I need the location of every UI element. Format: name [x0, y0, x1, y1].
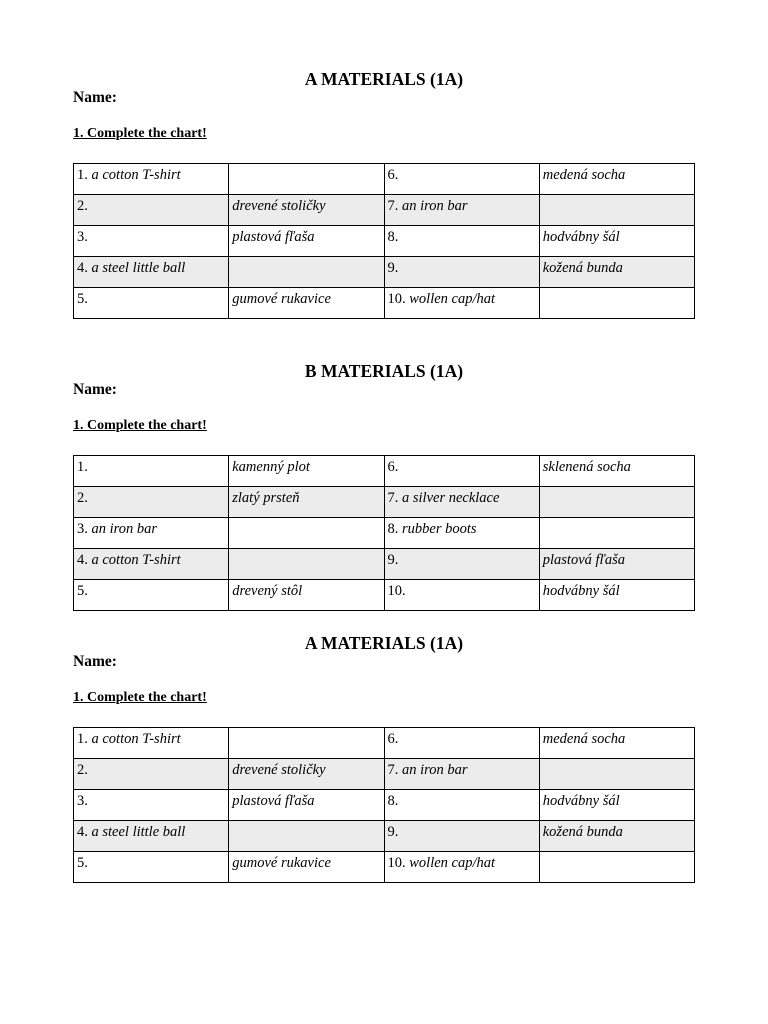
item-number: 7. — [387, 490, 399, 506]
item-number: 8. — [387, 793, 399, 809]
item-number: 5. — [77, 291, 88, 307]
slovak-cell[interactable] — [229, 580, 384, 611]
table-row — [74, 257, 695, 288]
slovak-cell[interactable] — [539, 759, 694, 790]
english-cell[interactable] — [384, 580, 539, 611]
english-cell[interactable] — [74, 257, 229, 288]
materials-chart — [73, 727, 695, 883]
english-cell[interactable] — [384, 759, 539, 790]
item-number: 8. — [387, 521, 399, 537]
english-cell[interactable] — [384, 790, 539, 821]
slovak-term: plastová fľaša — [232, 229, 315, 245]
task-heading: 1. Complete the chart! — [73, 126, 207, 141]
worksheet-title: A MATERIALS (1A) — [304, 633, 464, 653]
english-cell[interactable] — [384, 164, 539, 195]
materials-chart — [73, 163, 695, 319]
english-cell[interactable] — [74, 487, 229, 518]
item-number: 9. — [387, 260, 399, 276]
english-cell[interactable] — [74, 195, 229, 226]
slovak-cell[interactable] — [539, 456, 694, 487]
worksheet-title: A MATERIALS (1A) — [304, 69, 464, 89]
english-cell[interactable] — [74, 821, 229, 852]
slovak-cell[interactable] — [229, 456, 384, 487]
slovak-term: kožená bunda — [542, 260, 623, 276]
task-heading: 1. Complete the chart! — [73, 418, 207, 433]
slovak-term: hodvábny šál — [542, 793, 620, 809]
item-number: 4. — [77, 260, 88, 276]
english-cell[interactable] — [384, 549, 539, 580]
slovak-cell[interactable] — [229, 195, 384, 226]
english-cell[interactable] — [74, 580, 229, 611]
item-number: 5. — [77, 855, 88, 871]
english-term: a steel little ball — [91, 260, 186, 276]
english-cell[interactable] — [384, 487, 539, 518]
table-row — [74, 164, 695, 195]
slovak-cell[interactable] — [229, 164, 384, 195]
worksheet-title: B MATERIALS (1A) — [304, 361, 464, 381]
slovak-term: drevený stôl — [232, 583, 303, 599]
item-number: 1. — [77, 167, 88, 183]
english-cell[interactable] — [384, 821, 539, 852]
item-number: 2. — [77, 762, 88, 778]
table-row — [74, 456, 695, 487]
item-number: 10. — [387, 583, 406, 599]
english-cell[interactable] — [384, 456, 539, 487]
item-number: 2. — [77, 198, 88, 214]
item-number: 3. — [77, 229, 88, 245]
english-cell[interactable] — [384, 288, 539, 319]
slovak-cell[interactable] — [229, 226, 384, 257]
slovak-cell[interactable] — [229, 821, 384, 852]
item-number: 3. — [77, 793, 88, 809]
item-number: 4. — [77, 552, 88, 568]
english-cell[interactable] — [74, 226, 229, 257]
slovak-term: kožená bunda — [542, 824, 623, 840]
table-row — [74, 728, 695, 759]
table-row — [74, 821, 695, 852]
slovak-cell[interactable] — [539, 226, 694, 257]
slovak-cell[interactable] — [229, 518, 384, 549]
slovak-cell[interactable] — [229, 852, 384, 883]
slovak-term: hodvábny šál — [542, 583, 620, 599]
english-cell[interactable] — [74, 164, 229, 195]
item-number: 3. — [77, 521, 88, 537]
slovak-term: hodvábny šál — [542, 229, 620, 245]
slovak-cell[interactable] — [539, 288, 694, 319]
item-number: 10. — [387, 291, 406, 307]
english-term: a steel little ball — [91, 824, 186, 840]
slovak-term: drevené stoličky — [232, 762, 326, 778]
table-row — [74, 487, 695, 518]
english-cell[interactable] — [74, 456, 229, 487]
english-term: wollen cap/hat — [409, 291, 496, 307]
item-number: 10. — [387, 855, 406, 871]
slovak-term: sklenená socha — [542, 459, 631, 475]
slovak-cell[interactable] — [229, 288, 384, 319]
english-cell[interactable] — [74, 288, 229, 319]
task-heading: 1. Complete the chart! — [73, 690, 207, 705]
english-cell[interactable] — [74, 759, 229, 790]
slovak-cell[interactable] — [229, 549, 384, 580]
english-term: a cotton T-shirt — [91, 167, 181, 183]
english-cell[interactable] — [74, 852, 229, 883]
slovak-term: plastová fľaša — [232, 793, 315, 809]
name-label: Name: — [73, 653, 117, 670]
slovak-term: drevené stoličky — [232, 198, 326, 214]
item-number: 2. — [77, 490, 88, 506]
english-term: a silver necklace — [402, 490, 500, 506]
table-row — [74, 549, 695, 580]
english-term: wollen cap/hat — [409, 855, 496, 871]
english-cell[interactable] — [74, 728, 229, 759]
item-number: 5. — [77, 583, 88, 599]
name-label: Name: — [73, 381, 117, 398]
slovak-cell[interactable] — [539, 852, 694, 883]
item-number: 1. — [77, 731, 88, 747]
english-term: a cotton T-shirt — [91, 552, 181, 568]
slovak-term: medená socha — [542, 731, 626, 747]
table-row — [74, 852, 695, 883]
slovak-term: kamenný plot — [232, 459, 310, 475]
table-row — [74, 195, 695, 226]
slovak-cell[interactable] — [539, 549, 694, 580]
slovak-cell[interactable] — [229, 790, 384, 821]
english-cell[interactable] — [74, 518, 229, 549]
table-row — [74, 759, 695, 790]
slovak-term: gumové rukavice — [232, 855, 331, 871]
english-cell[interactable] — [384, 518, 539, 549]
slovak-cell[interactable] — [539, 821, 694, 852]
materials-chart — [73, 455, 695, 611]
english-term: an iron bar — [402, 762, 468, 778]
table-row — [74, 580, 695, 611]
english-cell[interactable] — [384, 226, 539, 257]
name-label: Name: — [73, 89, 117, 106]
slovak-term: medená socha — [542, 167, 626, 183]
slovak-term: gumové rukavice — [232, 291, 331, 307]
slovak-cell[interactable] — [539, 195, 694, 226]
english-cell[interactable] — [74, 549, 229, 580]
slovak-term: plastová fľaša — [542, 552, 625, 568]
english-term: rubber boots — [402, 521, 477, 537]
slovak-cell[interactable] — [539, 164, 694, 195]
table-row — [74, 226, 695, 257]
table-row — [74, 288, 695, 319]
slovak-cell[interactable] — [539, 257, 694, 288]
english-cell[interactable] — [384, 257, 539, 288]
english-cell[interactable] — [74, 790, 229, 821]
english-term: a cotton T-shirt — [91, 731, 181, 747]
slovak-cell[interactable] — [539, 790, 694, 821]
item-number: 4. — [77, 824, 88, 840]
english-term: an iron bar — [91, 521, 158, 537]
item-number: 6. — [387, 459, 399, 475]
item-number: 6. — [387, 731, 399, 747]
slovak-cell[interactable] — [539, 487, 694, 518]
english-cell[interactable] — [384, 852, 539, 883]
item-number: 8. — [387, 229, 399, 245]
slovak-cell[interactable] — [539, 580, 694, 611]
english-cell[interactable] — [384, 195, 539, 226]
slovak-cell[interactable] — [229, 487, 384, 518]
slovak-cell[interactable] — [539, 518, 694, 549]
item-number: 7. — [387, 198, 399, 214]
table-row — [74, 790, 695, 821]
slovak-cell[interactable] — [229, 257, 384, 288]
slovak-cell[interactable] — [229, 728, 384, 759]
english-cell[interactable] — [384, 728, 539, 759]
item-number: 9. — [387, 824, 399, 840]
item-number: 7. — [387, 762, 399, 778]
english-term: an iron bar — [402, 198, 468, 214]
item-number: 9. — [387, 552, 399, 568]
table-row — [74, 518, 695, 549]
item-number: 6. — [387, 167, 399, 183]
item-number: 1. — [77, 459, 88, 475]
slovak-term: zlatý prsteň — [232, 490, 300, 506]
slovak-cell[interactable] — [229, 759, 384, 790]
slovak-cell[interactable] — [539, 728, 694, 759]
